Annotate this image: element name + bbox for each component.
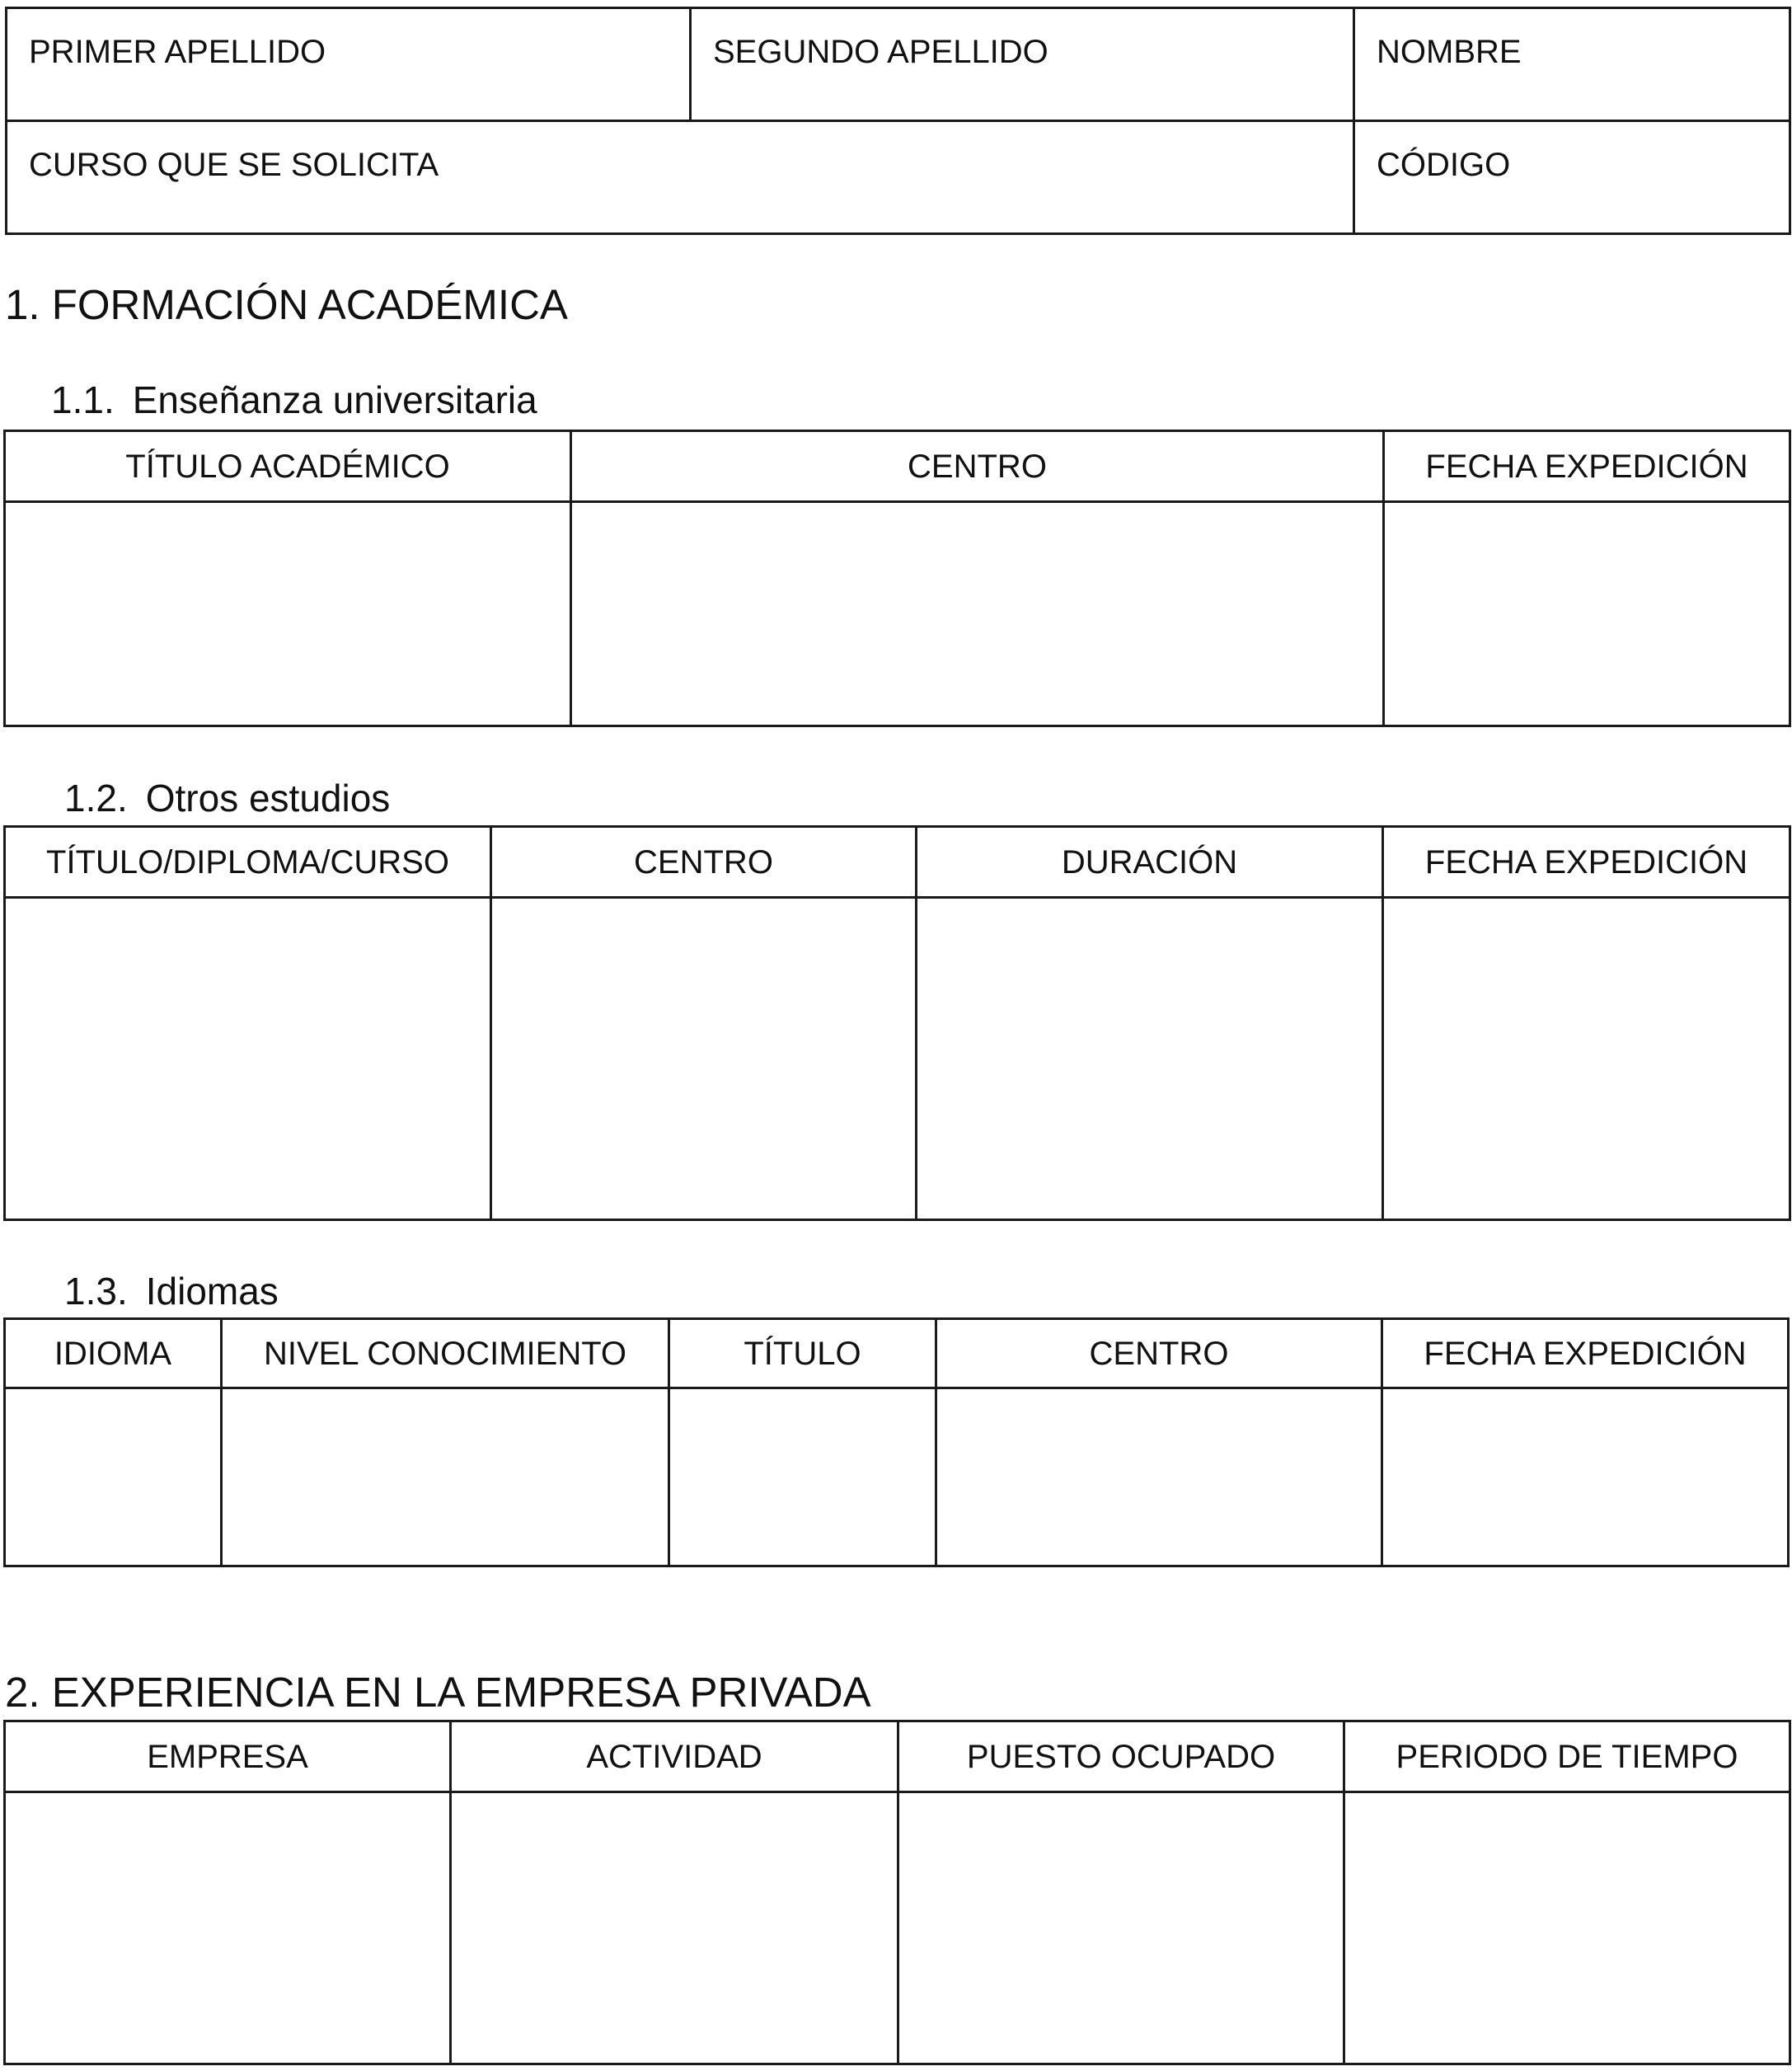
col-header: IDIOMA bbox=[5, 1319, 222, 1388]
fecha-expedicion-input[interactable] bbox=[1383, 898, 1790, 1220]
subsection-1-2-number: 1.2. bbox=[64, 777, 128, 819]
segundo-apellido-label: SEGUNDO APELLIDO bbox=[713, 34, 1048, 70]
fecha-expedicion-input[interactable] bbox=[1384, 502, 1790, 726]
col-header: CENTRO bbox=[491, 827, 917, 898]
centro-input[interactable] bbox=[571, 502, 1384, 726]
col-header: CENTRO bbox=[936, 1319, 1382, 1388]
col-header: FECHA EXPEDICIÓN bbox=[1382, 1319, 1789, 1388]
university-education-table bbox=[3, 430, 1791, 727]
curso-field[interactable] bbox=[7, 121, 1354, 234]
titulo-diploma-curso-input[interactable] bbox=[5, 898, 491, 1220]
private-experience-table bbox=[3, 1720, 1791, 2065]
segundo-apellido-field[interactable] bbox=[691, 8, 1354, 121]
col-header: FECHA EXPEDICIÓN bbox=[1384, 431, 1790, 502]
subsection-1-2-label: Otros estudios bbox=[145, 777, 391, 819]
subsection-1-3-label: Idiomas bbox=[145, 1270, 279, 1313]
col-header: EMPRESA bbox=[5, 1721, 451, 1792]
empresa-input[interactable] bbox=[5, 1792, 451, 2064]
nombre-field[interactable] bbox=[1354, 8, 1790, 121]
primer-apellido-field[interactable] bbox=[7, 8, 691, 121]
subsection-1-3-number: 1.3. bbox=[64, 1270, 128, 1313]
codigo-label: CÓDIGO bbox=[1377, 147, 1511, 183]
applicant-info-table bbox=[5, 7, 1791, 235]
col-header: CENTRO bbox=[571, 431, 1384, 502]
puesto-ocupado-input[interactable] bbox=[898, 1792, 1344, 2064]
codigo-field[interactable] bbox=[1354, 121, 1790, 234]
subsection-1-1-label: Enseñanza universitaria bbox=[132, 378, 537, 421]
primer-apellido-label: PRIMER APELLIDO bbox=[29, 34, 326, 70]
titulo-input[interactable] bbox=[669, 1388, 936, 1566]
section-2-title: 2. EXPERIENCIA EN LA EMPRESA PRIVADA bbox=[5, 1669, 871, 1716]
subsection-1-3-title bbox=[64, 1270, 279, 1313]
col-header: PERIODO DE TIEMPO bbox=[1344, 1721, 1790, 1792]
nivel-conocimiento-input[interactable] bbox=[222, 1388, 669, 1566]
duracion-input[interactable] bbox=[917, 898, 1383, 1220]
centro-input[interactable] bbox=[491, 898, 917, 1220]
col-header: ACTIVIDAD bbox=[451, 1721, 898, 1792]
col-header: DURACIÓN bbox=[917, 827, 1383, 898]
curso-label: CURSO QUE SE SOLICITA bbox=[29, 147, 439, 183]
col-header: TÍTULO bbox=[669, 1319, 936, 1388]
idioma-input[interactable] bbox=[5, 1388, 222, 1566]
subsection-1-1-number: 1.1. bbox=[51, 378, 115, 421]
other-studies-table bbox=[3, 825, 1791, 1221]
col-header: TÍTULO ACADÉMICO bbox=[5, 431, 571, 502]
subsection-1-1-title bbox=[51, 378, 537, 421]
fecha-expedicion-input[interactable] bbox=[1382, 1388, 1789, 1566]
section-1-title: 1. FORMACIÓN ACADÉMICA bbox=[5, 281, 568, 328]
centro-input[interactable] bbox=[936, 1388, 1382, 1566]
languages-table bbox=[3, 1317, 1790, 1567]
col-header: NIVEL CONOCIMIENTO bbox=[222, 1319, 669, 1388]
actividad-input[interactable] bbox=[451, 1792, 898, 2064]
col-header: TÍTULO/DIPLOMA/CURSO bbox=[5, 827, 491, 898]
titulo-academico-input[interactable] bbox=[5, 502, 571, 726]
periodo-de-tiempo-input[interactable] bbox=[1344, 1792, 1790, 2064]
subsection-1-2-title bbox=[64, 779, 390, 817]
col-header: PUESTO OCUPADO bbox=[898, 1721, 1344, 1792]
col-header: FECHA EXPEDICIÓN bbox=[1383, 827, 1790, 898]
nombre-label: NOMBRE bbox=[1377, 34, 1522, 70]
